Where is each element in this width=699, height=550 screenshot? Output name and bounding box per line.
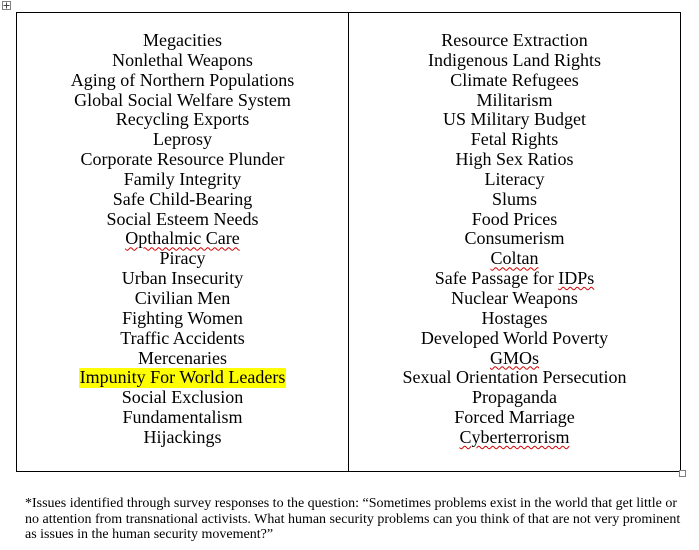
table-cell-item: [17, 368, 348, 388]
issue-text: Fetal Rights: [470, 129, 559, 150]
table-cell-item: [17, 428, 348, 448]
table-cell-item: [349, 31, 680, 51]
issue-text: Social Exclusion: [121, 387, 244, 408]
issue-text: US Military Budget: [443, 109, 586, 130]
table-cell-item: [349, 349, 680, 369]
issue-text: Forced Marriage: [454, 407, 575, 428]
table-resize-handle-icon[interactable]: [679, 470, 686, 477]
left-column: [17, 13, 349, 471]
issue-text: Resource Extraction: [441, 30, 588, 50]
issue-text: Developed World Poverty: [420, 327, 609, 348]
table-cell-item: [17, 51, 348, 71]
issue-text: Fundamentalism: [122, 407, 243, 428]
issue-text: Leprosy: [153, 129, 212, 150]
table-cell-item: [349, 428, 680, 448]
table-cell-item: [349, 170, 680, 190]
table-cell-item: [349, 309, 680, 329]
table-cell-item: [17, 229, 348, 249]
issue-text: Hijackings: [143, 426, 222, 447]
table-cell-item: [17, 349, 348, 369]
table-cell-item: [17, 388, 348, 408]
issue-text: Opthalmic Care: [125, 228, 240, 249]
table-cell-item: [349, 229, 680, 249]
table-cell-item: [349, 329, 680, 349]
table-cell-item: [349, 368, 680, 388]
issue-text: Urban Insecurity: [121, 268, 244, 289]
issue-text: Cyberterrorism: [459, 426, 570, 447]
issue-text: Safe Passage for IDPs: [434, 268, 595, 289]
table-cell-item: [349, 71, 680, 91]
issue-text: Literacy: [484, 168, 545, 189]
table-cell-item: [349, 269, 680, 289]
issue-text: Coltan: [490, 248, 539, 269]
table-cell-item: [349, 249, 680, 269]
issue-text: Propaganda: [472, 387, 557, 408]
issue-text: Corporate Resource Plunder: [80, 149, 285, 170]
issue-text: Food Prices: [471, 208, 558, 229]
table-cell-item: [349, 388, 680, 408]
issue-text: High Sex Ratios: [455, 149, 574, 170]
table-cell-item: [17, 249, 348, 269]
right-column: [349, 13, 680, 471]
table-cell-item: [349, 190, 680, 210]
issue-text: Aging of Northern Populations: [70, 69, 295, 90]
issue-text: Piracy: [159, 248, 206, 269]
issue-text: Civilian Men: [134, 287, 231, 308]
issue-text: Global Social Welfare System: [74, 89, 291, 110]
issue-text: Family Integrity: [123, 168, 242, 189]
table-cell-item: [349, 150, 680, 170]
issue-text: Hostages: [481, 307, 548, 328]
table-cell-item: [349, 51, 680, 71]
table-cell-item: [17, 329, 348, 349]
table-cell-item: [349, 130, 680, 150]
issue-text: Recycling Exports: [115, 109, 250, 130]
issue-text: Sexual Orientation Persecution: [402, 367, 627, 388]
table-cell-item: [17, 210, 348, 230]
issue-text: Indigenous Land Rights: [428, 49, 601, 70]
issue-text: Nonlethal Weapons: [112, 49, 253, 70]
issue-text: Social Esteem Needs: [106, 208, 259, 229]
table-cell-item: [17, 91, 348, 111]
table-cell-item: [17, 110, 348, 130]
table-cell-item: [17, 170, 348, 190]
table-cell-item: [349, 210, 680, 230]
table-move-handle-icon[interactable]: [2, 1, 11, 10]
table-cell-item: [349, 289, 680, 309]
issue-text: Slums: [491, 188, 538, 209]
issue-text: Fighting Women: [122, 307, 243, 328]
issue-text: Megacities: [143, 30, 222, 50]
table-cell-item: [17, 408, 348, 428]
footnote: *Issues identified through survey responses to the question: “Sometimes problems exist in the world that get little or no attention from transnational activists. What human security problems can you think of that are not very prominent as issues in the human security movement?”: [25, 496, 681, 542]
issue-text: Consumerism: [464, 228, 565, 249]
table-cell-item: [17, 190, 348, 210]
table-cell-item: [17, 150, 348, 170]
issue-text: Safe Child-Bearing: [112, 188, 253, 209]
table-cell-item: [349, 110, 680, 130]
table-cell-item: [349, 408, 680, 428]
issue-text: GMOs: [489, 347, 539, 368]
table-cell-item: [17, 31, 348, 51]
issue-text: Climate Refugees: [450, 69, 579, 90]
issues-table: [16, 12, 681, 472]
issue-text: Nuclear Weapons: [451, 287, 578, 308]
issue-text: Traffic Accidents: [120, 327, 245, 348]
table-cell-item: [17, 130, 348, 150]
table-cell-item: [17, 71, 348, 91]
issue-text: Mercenaries: [138, 347, 227, 368]
table-cell-item: [17, 289, 348, 309]
issue-text: Impunity For World Leaders: [79, 367, 286, 388]
table-cell-item: [349, 91, 680, 111]
issue-text: Militarism: [476, 89, 553, 110]
table-cell-item: [17, 269, 348, 289]
table-cell-item: [17, 309, 348, 329]
